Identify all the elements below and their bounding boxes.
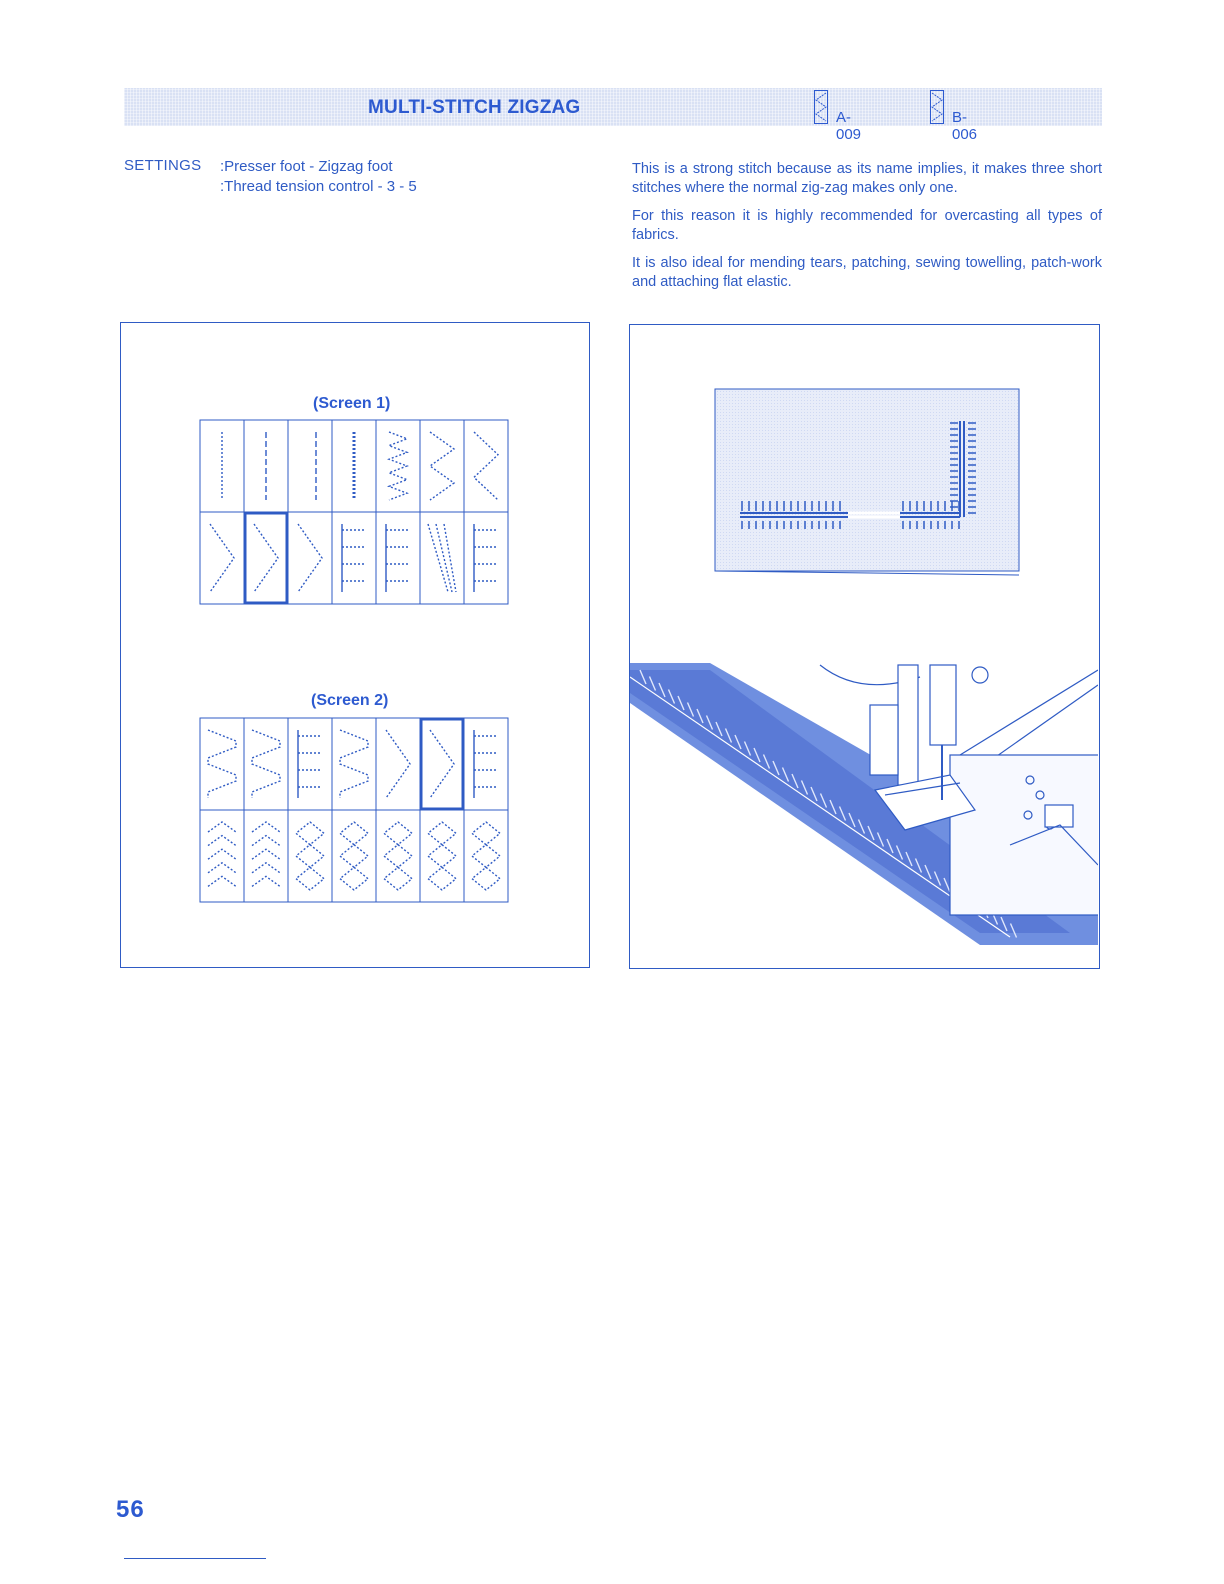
stitch-pattern-cell[interactable] [420, 420, 464, 512]
stitch-pattern-cell[interactable] [200, 718, 244, 810]
stitch-pattern-cell[interactable] [332, 810, 376, 902]
stitch-pattern-cell[interactable] [244, 810, 288, 902]
stitch-pattern-cell[interactable] [200, 512, 244, 604]
stitch-pattern-cell[interactable] [332, 512, 376, 604]
settings-presser-foot: :Presser foot - Zigzag foot [220, 158, 393, 175]
description-paragraph-2: For this reason it is highly recommended for overcasting all types of fabrics. [632, 208, 1102, 243]
stitch-pattern-cell[interactable] [288, 810, 332, 902]
stitch-pattern-cell[interactable] [200, 810, 244, 902]
screen-1-stitch-grid [199, 419, 511, 605]
fabric-sample-inset [715, 389, 1019, 575]
settings-thread-tension: :Thread tension control - 3 - 5 [220, 178, 417, 195]
stitch-pattern-cell[interactable] [332, 718, 376, 810]
stitch-pattern-cell[interactable] [200, 420, 244, 512]
sewing-machine-illustration [630, 325, 1098, 967]
stitch-code-b-label: B-006 [952, 109, 978, 143]
screen-2-title: (Screen 2) [311, 692, 389, 709]
stitch-pattern-cell[interactable] [376, 512, 420, 604]
zigzag-b-icon [930, 90, 944, 124]
stitch-pattern-cell[interactable] [464, 420, 508, 512]
stitch-pattern-cell[interactable] [332, 420, 376, 512]
stitch-pattern-cell[interactable] [376, 810, 420, 902]
description-paragraph-1: This is a strong stitch because as its name implies, it makes three short stitches where the normal zig-zag makes only one. [632, 161, 1102, 196]
stitch-pattern-cell[interactable] [288, 718, 332, 810]
settings-label: SETTINGS [124, 157, 202, 174]
zigzag-a-icon [814, 90, 828, 124]
stitch-pattern-cell[interactable] [244, 512, 288, 604]
sewing-illustration-panel [629, 324, 1100, 969]
description-paragraph-3: It is also ideal for mending tears, patching, sewing towelling, patch-work and attaching flat elastic. [632, 255, 1102, 290]
stitch-pattern-cell[interactable] [288, 512, 332, 604]
page-number: 56 [116, 1496, 145, 1523]
screen-1-title: (Screen 1) [313, 395, 391, 412]
stitch-pattern-cell[interactable] [464, 718, 508, 810]
stitch-pattern-cell[interactable] [464, 512, 508, 604]
screen-2-stitch-grid [199, 717, 511, 903]
stitch-pattern-cell[interactable] [244, 420, 288, 512]
header-banner [124, 88, 1102, 143]
stitch-pattern-cell[interactable] [376, 420, 420, 512]
stitch-pattern-cell[interactable] [464, 810, 508, 902]
stitch-pattern-cell[interactable] [420, 512, 464, 604]
stitch-pattern-cell[interactable] [420, 718, 464, 810]
page-title: MULTI-STITCH ZIGZAG [368, 97, 581, 118]
stitch-pattern-cell[interactable] [376, 718, 420, 810]
footer-rule [124, 1558, 266, 1559]
stitch-pattern-cell[interactable] [244, 718, 288, 810]
stitch-pattern-cell[interactable] [420, 810, 464, 902]
stitch-screens-panel [120, 322, 590, 968]
stitch-pattern-cell[interactable] [288, 420, 332, 512]
stitch-code-a-label: A-009 [836, 109, 862, 143]
